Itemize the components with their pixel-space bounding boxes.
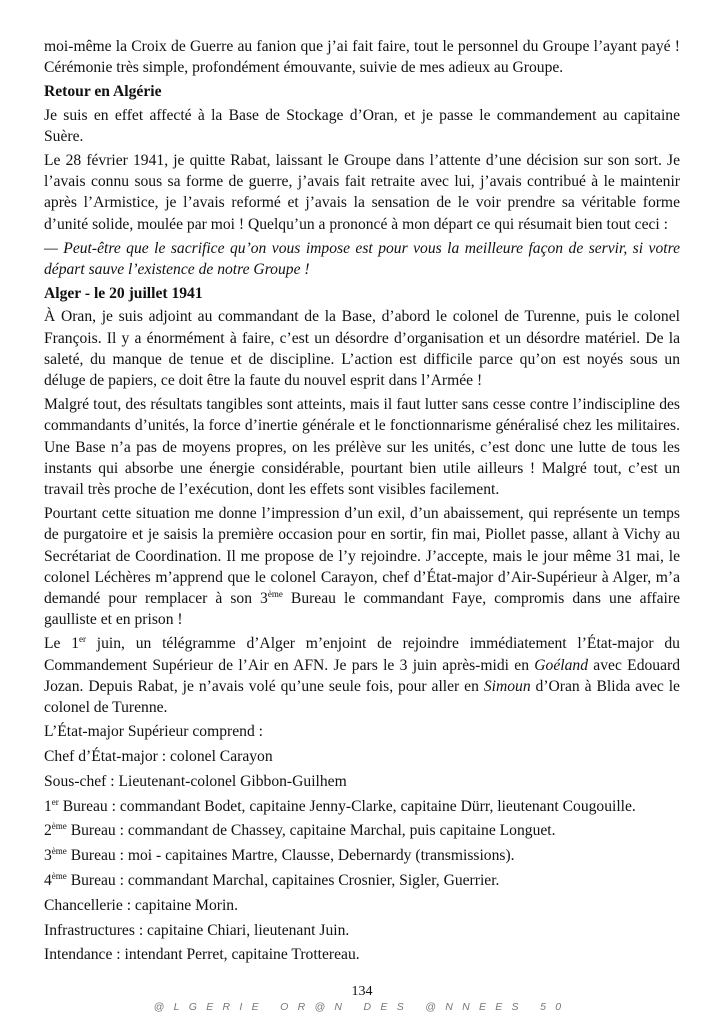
text-run: d’Oran à Blida avec le colonel de Turenne. [44, 677, 680, 717]
bureau-number: 1 [44, 797, 52, 815]
aircraft-name: Simoun [483, 677, 531, 695]
list-item: Chancellerie : capitaine Morin. [44, 896, 238, 914]
bureau-number: 4 [44, 872, 52, 890]
superscript: er [51, 796, 59, 807]
list-item: Infrastructures : capitaine Chiari, lieutenant Juin. [44, 921, 350, 939]
list-item [44, 870, 680, 891]
list-text: Bureau : commandant Bodet, capitaine Jenny-Clarke, capitaine Dürr, lieutenant Cougouille. [58, 797, 636, 815]
section-heading: Retour en Algérie [44, 83, 162, 101]
aircraft-name: Goéland [534, 656, 588, 674]
page-footer: @LGERIE OR@N DES @NNEES 50 [153, 1001, 571, 1013]
text-run: avec Edouard Jozan. Depuis Rabat, je n’avais volé qu’une seule fois, pour aller en [44, 656, 680, 695]
bureau-number: 2 [44, 822, 52, 840]
list-item [44, 820, 680, 841]
paragraph: moi-même la Croix de Guerre au fanion que j’ai fait faire, tout le personnel du Groupe l’ayant payé ! Cérémonie très simple, profondément émouvante, suivie de mes adieux au Groupe. [44, 38, 680, 77]
list-item: L’État-major Supérieur comprend : [44, 723, 263, 741]
section-heading: Alger - le 20 juillet 1941 [44, 285, 203, 303]
list-item [44, 845, 680, 866]
list-item: Sous-chef : Lieutenant-colonel Gibbon-Guilhem [44, 772, 347, 790]
paragraph [44, 503, 680, 630]
superscript: ème [51, 871, 67, 882]
quote: — Peut-être que le sacrifice qu’on vous impose est pour vous la meilleure façon de servir, si votre départ sauve l’existence de notre Groupe ! [44, 239, 680, 279]
superscript: ème [51, 821, 67, 832]
text-run: juin, un télégramme d’Alger m’enjoint de rejoindre immédiatement l’État-major du Commandement Supérieur de l’Air en AFN. Je pars le 3 juin après-midi en [44, 635, 680, 674]
superscript: ème [267, 589, 283, 600]
list-text: Bureau : commandant de Chassey, capitaine Marchal, puis capitaine Longuet. [66, 822, 556, 840]
paragraph: Le 28 février 1941, je quitte Rabat, laissant le Groupe dans l’attente d’une décision sur son sort. Je l’avais connu sous sa forme de guerre, j’avais fait retraite avec lui, j’avais contribué à le maintenir après l’Armistice, je l’avais reformé et j’avais la sensation de le voir prendre sa véritable forme d’unité solide, moulée par moi ! Quelqu’un a prononcé à mon départ ce qui résumait bien tout ceci : [44, 152, 680, 233]
document-page [44, 36, 680, 969]
paragraph [44, 633, 680, 718]
superscript: er [79, 634, 87, 645]
page-number: 134 [351, 984, 373, 999]
list-text: Bureau : moi - capitaines Martre, Clausse, Debernardy (transmissions). [66, 847, 515, 865]
paragraph: Malgré tout, des résultats tangibles sont atteints, mais il faut lutter sans cesse contre l’indiscipline des commandants d’unités, la force d’inertie générale et le fonctionnarisme généralisé chez les militaires. Une Base n’a pas de moyens propres, on les prélève sur les unités, c’est donc une lutte de tous les instants qui absorbe une énergie considérable, pourtant bien utile ailleurs ! Malgré tout, c’est un travail très proche de l’exécution, dont les effets sont visibles facilement. [44, 396, 680, 499]
text-run: Pourtant cette situation me donne l’impression d’un exil, d’un abaissement, qui représente un temps de purgatoire et je saisis la première occasion pour en sortir, fin mai, Piollet passe, allant à Vichy au Secrétariat de Coordination. Il me propose de l’y rejoindre. J’accepte, mais le jour même 31 mai, le colonel Léchères m’apprend que le colonel Carayon, chef d’État-major d’Air-Supérieur à Alger, m’a demandé pour remplacer à son 3 [44, 505, 680, 608]
list-item: Intendance : intendant Perret, capitaine Trottereau. [44, 946, 360, 964]
list-item [44, 796, 680, 817]
paragraph: Je suis en effet affecté à la Base de Stockage d’Oran, et je passe le commandement au capitaine Suère. [44, 106, 680, 145]
staff-list [44, 721, 680, 965]
paragraph: À Oran, je suis adjoint au commandant de la Base, d’abord le colonel de Turenne, puis le colonel François. Il y a énormément à faire, c’est un désordre d’organisation et un désordre matériel. De la saleté, du manque de tenue et de discipline. L’action est difficile parce qu’on est noyés sous un déluge de papiers, ce doit être la faute du nouvel esprit dans l’Armée ! [44, 308, 680, 390]
list-item: Chef d’État-major : colonel Carayon [44, 748, 273, 766]
text-run: Le 1 [44, 635, 80, 653]
text-run: Bureau le commandant Faye, compromis dans une affaire gaulliste et en prison ! [44, 590, 680, 629]
superscript: ème [51, 846, 67, 857]
bureau-number: 3 [44, 847, 52, 865]
list-text: Bureau : commandant Marchal, capitaines Crosnier, Sigler, Guerrier. [66, 872, 500, 890]
